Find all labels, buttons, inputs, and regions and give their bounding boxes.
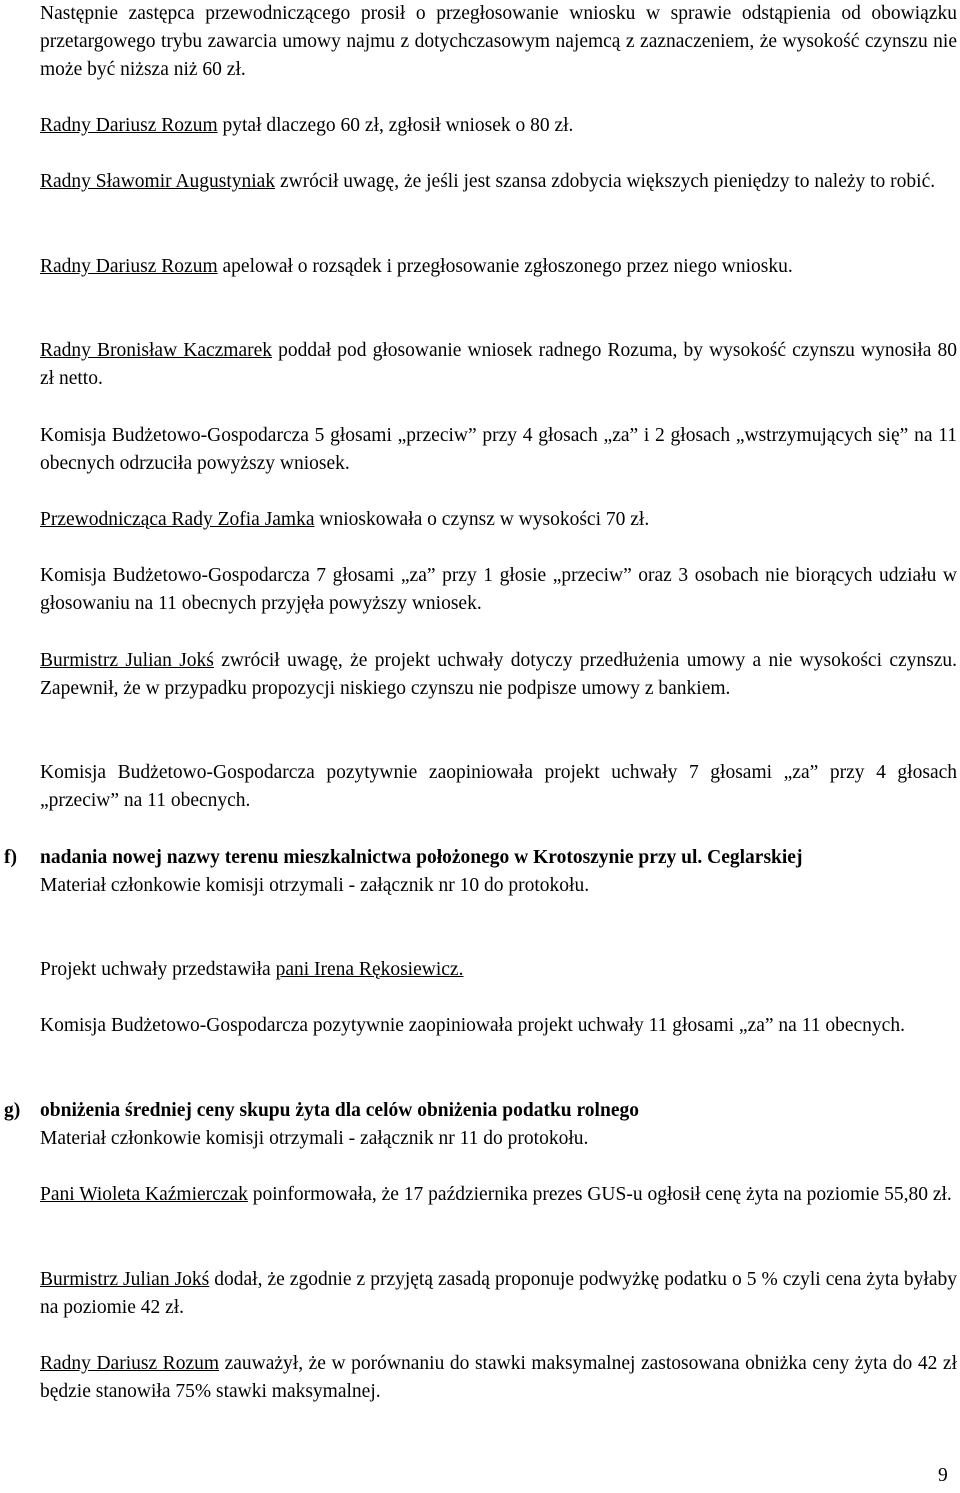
section-f-label: f) — [4, 847, 17, 868]
speaker-name: Burmistrz Julian Jokś — [40, 650, 214, 671]
paragraph-8: Komisja Budżetowo-Gospodarcza 7 głosami „za” przy 1 głosie „przeciw” oraz 3 osobach nie biorących udziału w głosowaniu na 11 obecnych przyjęła powyższy wniosek. — [40, 565, 957, 614]
speaker-name: Przewodnicząca Rady Zofia Jamka — [40, 509, 315, 530]
paragraph-2: Radny Dariusz Rozum pytał dlaczego 60 zł, zgłosił wniosek o 80 zł. — [40, 115, 574, 136]
speaker-name: Radny Dariusz Rozum — [40, 1353, 220, 1374]
page-number: 9 — [938, 1465, 948, 1486]
section-f — [4, 844, 957, 900]
speaker-name: Radny Bronisław Kaczmarek — [40, 340, 273, 361]
paragraph-9: Burmistrz Julian Jokś zwrócił uwagę, że projekt uchwały dotyczy przedłużenia umowy a nie wysokości czynszu. Zapewnił, że w przypadku propozycji niskiego czynszu nie podpisze umowy z bankiem. — [40, 650, 957, 699]
speaker-name: Burmistrz Julian Jokś — [40, 1269, 210, 1290]
paragraph-4: Radny Dariusz Rozum apelował o rozsądek i przegłosowanie zgłoszonego przez niego wniosku. — [40, 256, 793, 277]
paragraph-6: Komisja Budżetowo-Gospodarcza 5 głosami „przeciw” przy 4 głosach „za” i 2 głosach „wstrzymujących się” na 11 obecnych odrzuciła powyższy wniosek. — [40, 425, 957, 474]
section-f-presenter: Projekt uchwały przedstawiła pani Irena Rękosiewicz. — [40, 959, 464, 980]
section-g-paragraph-1: Pani Wioleta Kaźmierczak poinformowała, że 17 października prezes GUS-u ogłosił cenę żyta na poziomie 55,80 zł. — [40, 1184, 952, 1205]
paragraph-3: Radny Sławomir Augustyniak zwrócił uwagę, że jeśli jest szansa zdobycia większych pieniędzy to należy to robić. — [40, 171, 936, 192]
speaker-name: Radny Dariusz Rozum — [40, 115, 218, 136]
section-f-vote: Komisja Budżetowo-Gospodarcza pozytywnie zaopiniowała projekt uchwały 11 głosami „za” na 11 obecnych. — [40, 1015, 905, 1036]
paragraph-7: Przewodnicząca Rady Zofia Jamka wnioskowała o czynsz w wysokości 70 zł. — [40, 509, 650, 530]
presenter-name: pani Irena Rękosiewicz. — [275, 959, 464, 980]
section-g-paragraph-2: Burmistrz Julian Jokś dodał, że zgodnie z przyjętą zasadą proponuje podwyżkę podatku o 5 % czyli cena żyta byłaby na poziomie 42 zł. — [40, 1269, 957, 1318]
section-f-heading: nadania nowej nazwy terenu mieszkalnictwa położonego w Krotoszynie przy ul. Ceglarskiej — [40, 847, 803, 868]
section-g — [4, 1097, 957, 1153]
section-g-paragraph-3: Radny Dariusz Rozum zauważył, że w porównaniu do stawki maksymalnej zastosowana obniżka ceny żyta do 42 zł będzie stanowiła 75% stawki maksymalnej. — [40, 1353, 957, 1402]
section-g-material: Materiał członkowie komisji otrzymali - załącznik nr 11 do protokołu. — [40, 1128, 589, 1149]
speaker-name: Radny Dariusz Rozum — [40, 256, 218, 277]
section-f-material: Materiał członkowie komisji otrzymali - załącznik nr 10 do protokołu. — [40, 875, 590, 896]
paragraph-1: Następnie zastępca przewodniczącego prosił o przegłosowanie wniosku w sprawie odstąpienia od obowiązku przetargowego trybu zawarcia umowy najmu z dotychczasowym najemcą z zaznaczeniem, że wysokość czynszu nie może być niższa niż 60 zł. — [40, 3, 957, 80]
speaker-name: Pani Wioleta Kaźmierczak — [40, 1184, 248, 1205]
section-g-heading: obniżenia średniej ceny skupu żyta dla celów obniżenia podatku rolnego — [40, 1100, 639, 1121]
speaker-name: Radny Sławomir Augustyniak — [40, 171, 276, 192]
section-g-label: g) — [4, 1100, 21, 1121]
paragraph-5: Radny Bronisław Kaczmarek poddał pod głosowanie wniosek radnego Rozuma, by wysokość czynszu wynosiła 80 zł netto. — [40, 340, 957, 389]
paragraph-10: Komisja Budżetowo-Gospodarcza pozytywnie zaopiniowała projekt uchwały 7 głosami „za” przy 4 głosach „przeciw” na 11 obecnych. — [40, 762, 957, 811]
